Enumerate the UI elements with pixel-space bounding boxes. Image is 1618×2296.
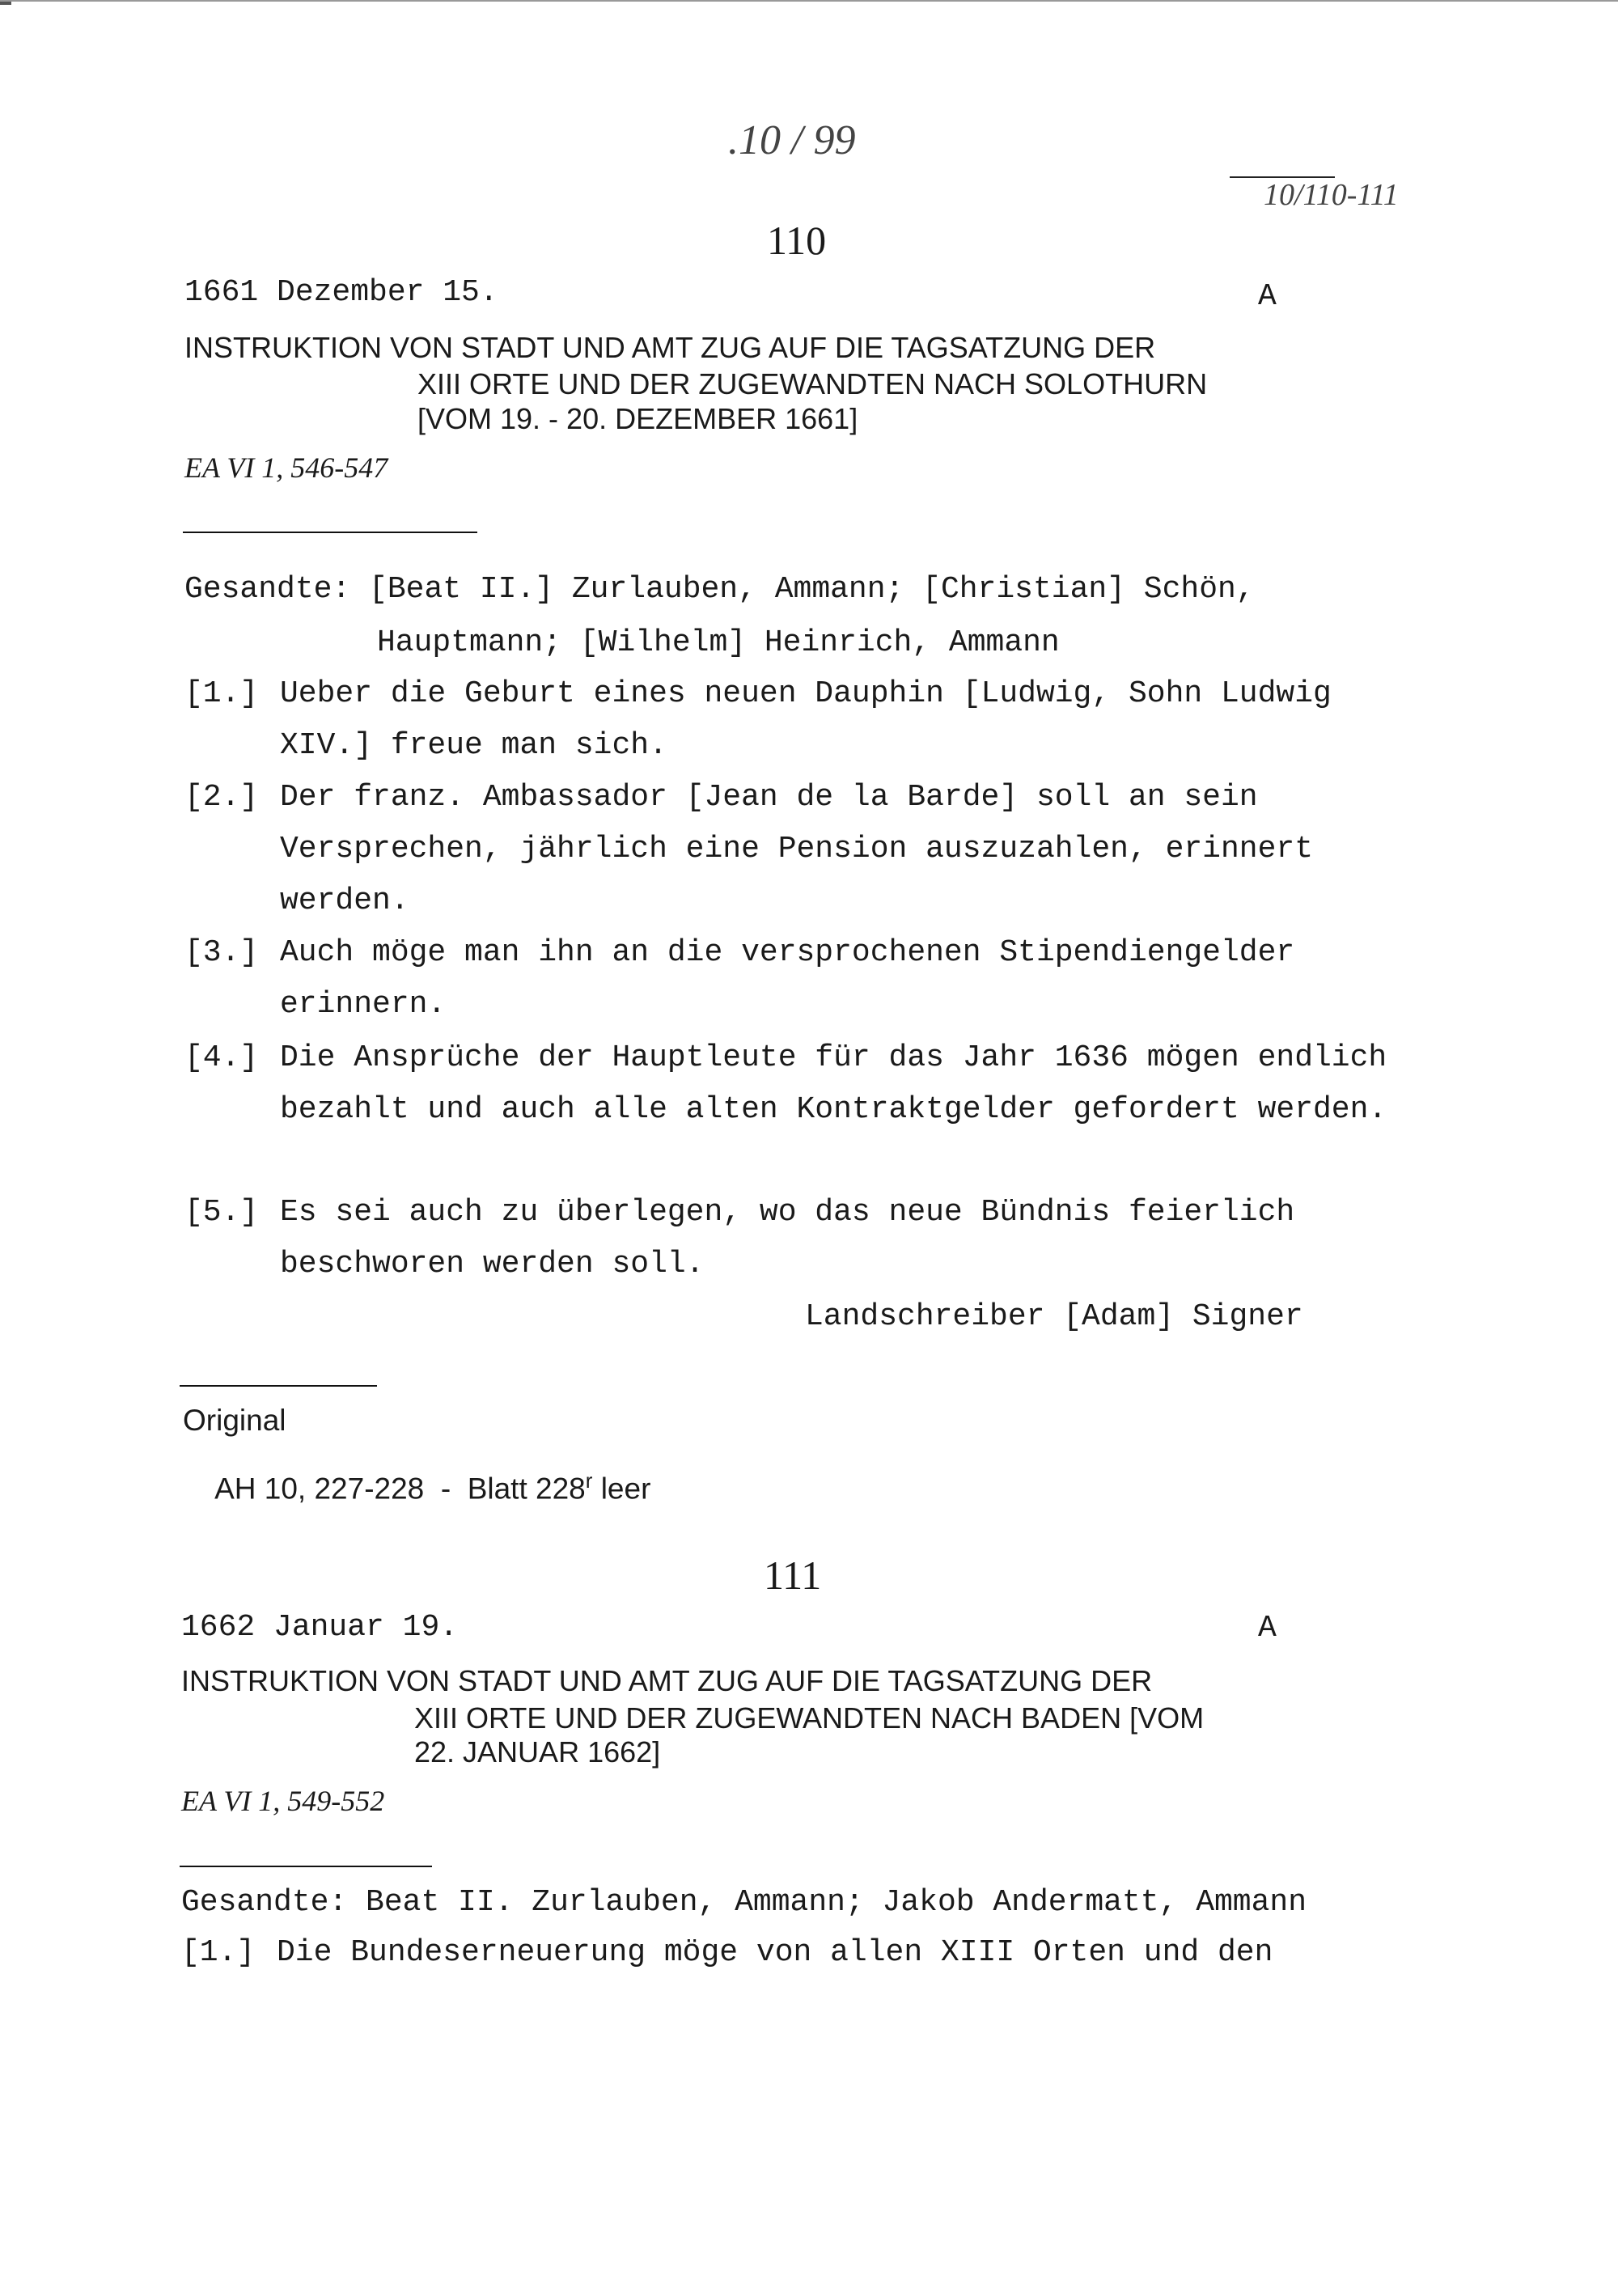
doc-110-source-type: Original — [183, 1404, 286, 1437]
item-number: [1.] — [184, 676, 259, 711]
page-ref: 10/110-111 — [1264, 178, 1399, 212]
source-folio-sup: r — [585, 1468, 593, 1493]
item-text: Ueber die Geburt eines neuen Dauphin [Ludwig, Sohn Ludwig XIV.] freue man sich. — [280, 676, 1332, 763]
doc-110-signature: Landschreiber [Adam] Signer — [805, 1299, 1303, 1334]
doc-110-date: 1661 Dezember 15. — [184, 275, 498, 310]
doc-111-title-line-3: 22. JANUAR 1662] — [414, 1735, 661, 1769]
doc-111-title-line-1: INSTRUKTION VON STADT UND AMT ZUG AUF DIE TAGSATZUNG DER — [181, 1664, 1153, 1697]
doc-110-separator — [183, 532, 477, 533]
doc-110-item-4 — [184, 1032, 1422, 1136]
doc-110-title-line-2: XIII ORTE UND DER ZUGEWANDTEN NACH SOLOTHURN — [417, 367, 1208, 400]
item-text: Der franz. Ambassador [Jean de la Barde] soll an sein Versprechen, jährlich eine Pension auszuzahlen, erinnert werden. — [280, 780, 1314, 918]
doc-110-source-separator — [180, 1385, 377, 1387]
source-note: leer — [592, 1472, 651, 1506]
doc-110-marker: A — [1258, 279, 1277, 314]
doc-110-envoys-line-1: Gesandte: [Beat II.] Zurlauben, Ammann; [Christian] Schön, — [184, 572, 1255, 607]
doc-110-item-1 — [184, 668, 1406, 772]
doc-110-number: 110 — [767, 218, 827, 263]
item-number: [2.] — [184, 780, 259, 815]
doc-110-title-line-3: [VOM 19. - 20. DEZEMBER 1661] — [417, 402, 858, 435]
doc-110-item-3 — [184, 927, 1382, 1031]
doc-111-envoys: Gesandte: Beat II. Zurlauben, Ammann; Jakob Andermatt, Ammann — [181, 1885, 1307, 1920]
doc-110-reference: EA VI 1, 546-547 — [184, 451, 388, 484]
item-number: [5.] — [184, 1195, 259, 1230]
doc-111-date: 1662 Januar 19. — [181, 1610, 459, 1645]
doc-110-item-5 — [184, 1187, 1382, 1290]
doc-111-item-1 — [181, 1927, 1443, 1979]
doc-111-marker: A — [1258, 1611, 1277, 1646]
doc-110-item-2 — [184, 772, 1422, 927]
doc-110-title-line-1: INSTRUKTION VON STADT UND AMT ZUG AUF DIE TAGSATZUNG DER — [184, 331, 1156, 364]
item-number: [4.] — [184, 1040, 259, 1075]
doc-111-number: 111 — [764, 1553, 822, 1598]
doc-110-envoys-line-2: Hauptmann; [Wilhelm] Heinrich, Ammann — [377, 625, 1060, 660]
source-ref: AH 10, 227-228 - Blatt 228 — [214, 1472, 586, 1506]
archive-mark: .10 / 99 — [728, 117, 856, 163]
item-number: [3.] — [184, 935, 259, 970]
item-number: [1.] — [181, 1935, 256, 1970]
doc-111-title-line-2: XIII ORTE UND DER ZUGEWANDTEN NACH BADEN [VOM — [414, 1701, 1205, 1735]
doc-111-separator — [180, 1866, 432, 1867]
item-text: Es sei auch zu überlegen, wo das neue Bündnis feierlich beschworen werden soll. — [280, 1195, 1295, 1281]
doc-110-source-line — [183, 1440, 650, 1533]
item-text: Die Bundeserneuerung möge von allen XIII Orten und den — [277, 1935, 1273, 1970]
doc-111-reference: EA VI 1, 549-552 — [181, 1785, 385, 1817]
item-text: Die Ansprüche der Hauptleute für das Jahr 1636 mögen endlich bezahlt und auch alle alten Kontraktgelder gefordert werden. — [280, 1040, 1387, 1127]
item-text: Auch möge man ihn an die versprochenen Stipendiengelder erinnern. — [280, 935, 1295, 1022]
scan-top-border — [0, 0, 1618, 2]
